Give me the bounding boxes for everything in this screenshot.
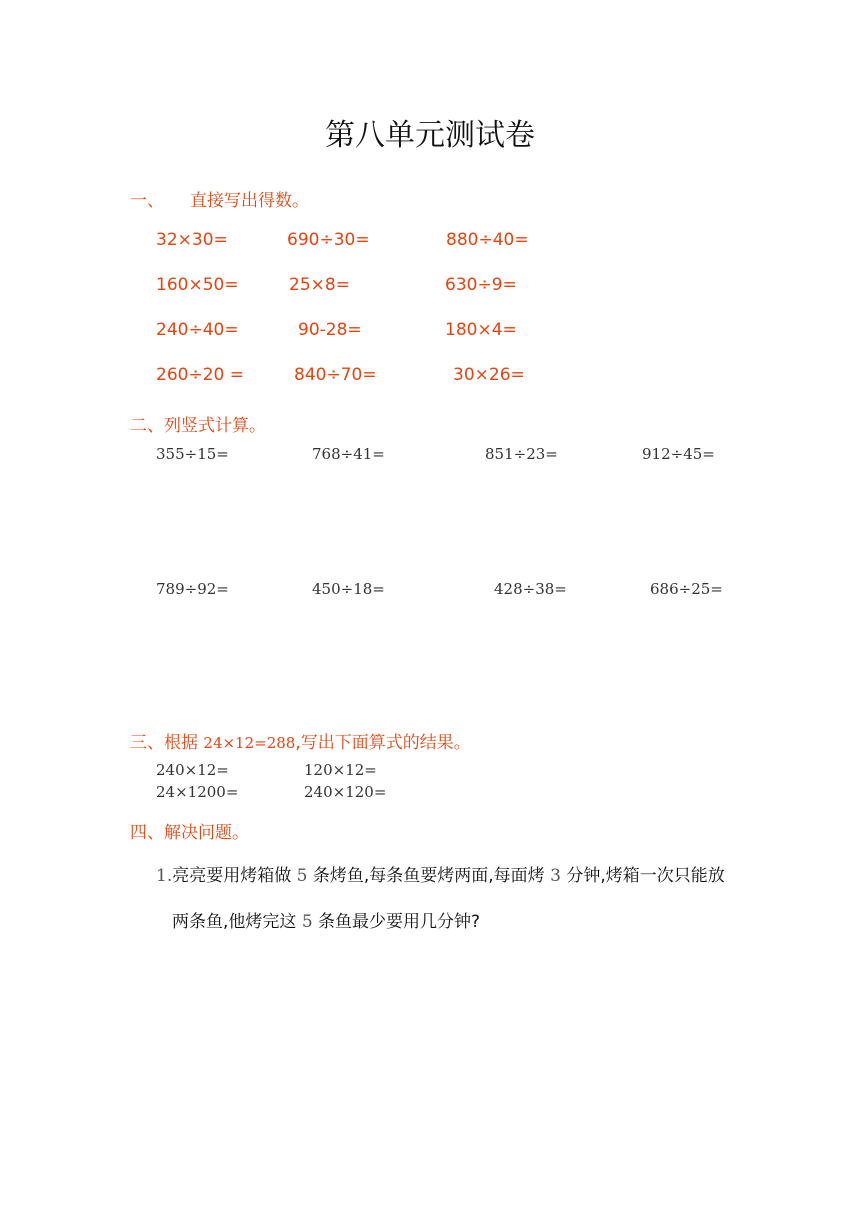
derived-calc-item: 240×12= — [156, 761, 229, 779]
problem-value: 5 — [296, 866, 308, 886]
section3-heading-suffix: ,写出下面算式的结果。 — [295, 733, 471, 753]
derived-calc-item: 24×1200= — [156, 783, 239, 801]
vertical-calc-item: 851÷23= — [485, 445, 558, 463]
vertical-calc-item: 450÷18= — [312, 580, 385, 598]
section3-heading-prefix: 三、根据 — [130, 733, 204, 753]
derived-calc-item: 120×12= — [304, 761, 377, 779]
oral-item: 160×50= — [156, 275, 239, 295]
vertical-calc-item: 768÷41= — [312, 445, 385, 463]
vertical-calc-item: 355÷15= — [156, 445, 229, 463]
problem-text: 条烤鱼,每条鱼要烤两面,每面烤 — [307, 866, 551, 886]
oral-item: 880÷40= — [446, 230, 529, 250]
page-title: 第八单元测试卷 — [325, 118, 535, 153]
section3-heading — [130, 728, 471, 753]
problem-text: 分钟,烤箱一次只能放 — [560, 866, 725, 886]
problem-value: 3 — [550, 866, 561, 886]
section1-number: 一、 — [130, 191, 164, 211]
problem-text: 两条鱼,他烤完这 — [172, 912, 302, 932]
oral-item: 840÷70= — [294, 365, 377, 385]
problem-number: 1. — [156, 866, 173, 886]
word-problem-line2 — [172, 907, 480, 932]
vertical-calc-item: 428÷38= — [494, 580, 567, 598]
oral-item: 690÷30= — [287, 230, 370, 250]
problem-value: 5 — [301, 912, 313, 932]
section4-heading: 四、解决问题。 — [130, 823, 249, 843]
vertical-calc-item: 912÷45= — [642, 445, 715, 463]
section1-heading: 直接写出得数。 — [190, 191, 309, 211]
problem-text: 亮亮要用烤箱做 — [172, 866, 297, 886]
problem-text: 条鱼最少要用几分钟? — [312, 912, 481, 932]
oral-item: 25×8= — [289, 275, 350, 295]
oral-item: 630÷9= — [445, 275, 517, 295]
oral-item: 180×4= — [445, 320, 517, 340]
oral-item: 260÷20 = — [156, 365, 244, 385]
oral-item: 30×26= — [453, 365, 525, 385]
section3-equation: 24×12=288 — [203, 734, 296, 752]
vertical-calc-item: 789÷92= — [156, 580, 229, 598]
section2-heading: 二、列竖式计算。 — [130, 416, 266, 436]
oral-item: 32×30= — [156, 230, 228, 250]
word-problem-line1 — [156, 861, 725, 886]
oral-item: 240÷40= — [156, 320, 239, 340]
oral-item: 90-28= — [298, 320, 362, 340]
vertical-calc-item: 686÷25= — [650, 580, 723, 598]
derived-calc-item: 240×120= — [304, 783, 387, 801]
